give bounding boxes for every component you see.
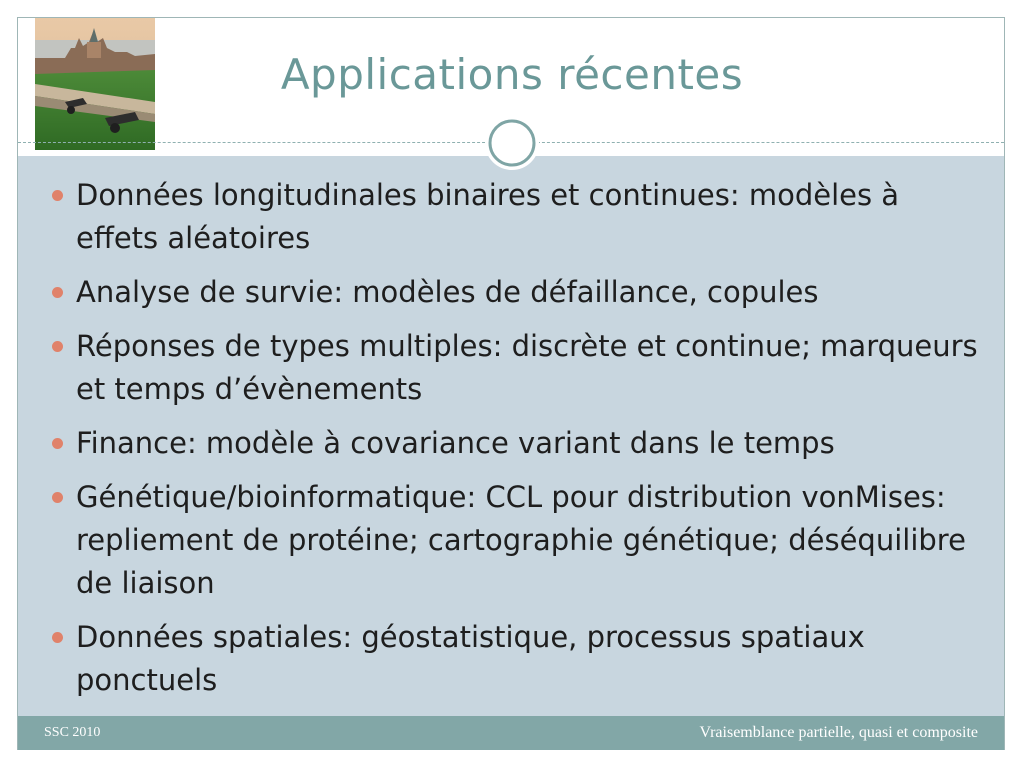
- bullet-item: [48, 325, 988, 411]
- bullet-text: Données longitudinales binaires et continues: modèles à effets aléatoires: [76, 178, 900, 255]
- bullet-item: [48, 422, 988, 465]
- bullet-text: Données spatiales: géostatistique, processus spatiaux ponctuels: [76, 620, 865, 697]
- bullet-item: [48, 616, 988, 702]
- slide-title: Applications récentes: [280, 50, 744, 99]
- bullet-text: Analyse de survie: modèles de défaillance, copules: [76, 275, 819, 309]
- bullet-dot-icon: [52, 632, 63, 643]
- bullet-dot-icon: [52, 190, 63, 201]
- footer-conference-label: SSC 2010: [44, 725, 101, 740]
- bullet-item: [48, 174, 988, 260]
- bullet-item: [48, 271, 988, 314]
- bullet-dot-icon: [52, 287, 63, 298]
- bullet-text: Réponses de types multiples: discrète et continue; marqueurs et temps d’évènements: [76, 329, 978, 406]
- bullet-list: [48, 174, 988, 713]
- quebec-chateau-photo: [35, 18, 155, 150]
- bullet-text: Génétique/bioinformatique: CCL pour distribution vonMises: repliement de protéine; cartographie génétique; déséquilibre de liaison: [76, 480, 966, 600]
- bullet-dot-icon: [52, 341, 63, 352]
- bullet-dot-icon: [52, 492, 63, 503]
- bullet-item: [48, 476, 988, 605]
- double-ring-ornament: [483, 114, 541, 172]
- slide-footer: [18, 716, 1004, 750]
- bullet-text: Finance: modèle à covariance variant dans le temps: [76, 426, 835, 460]
- bullet-dot-icon: [52, 438, 63, 449]
- footer-talk-title: Vraisemblance partielle, quasi et composite: [699, 724, 978, 741]
